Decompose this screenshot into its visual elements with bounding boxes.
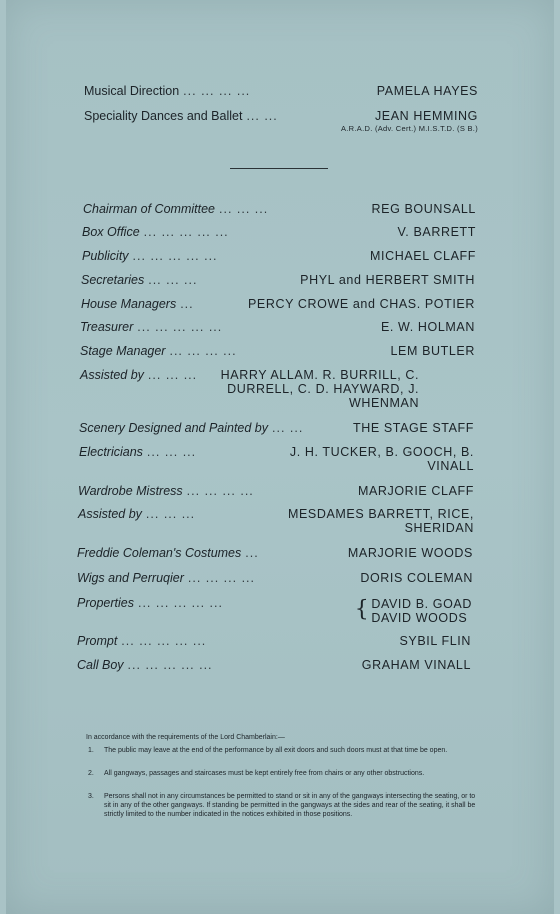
staff-row [77, 634, 471, 649]
staff-value: DAVID B. GOAD [371, 597, 472, 611]
staff-value: MARJORIE WOODS [347, 546, 473, 560]
leader-dots: ... ... ... ... ... [137, 596, 223, 610]
staff-label: Wigs and Perruqier [77, 571, 184, 585]
staff-row [77, 596, 472, 625]
staff-label: Secretaries [81, 273, 145, 287]
staff-row [83, 202, 476, 217]
staff-row [80, 368, 475, 410]
notice-item [88, 792, 476, 819]
staff-row [80, 320, 475, 335]
staff-row [78, 484, 474, 499]
leader-dots: ... ... ... ... ... [121, 634, 207, 648]
staff-value: HARRY ALLAM. R. BURRILL, C. DURRELL, C. D. HAYWARD, J. WHENMAN [220, 368, 420, 410]
leader-dots: ... ... ... ... ... [143, 225, 229, 239]
credit-speciality-dances [84, 109, 478, 124]
notice-number: 2. [88, 770, 94, 777]
staff-value: SYBIL FLIN [399, 634, 471, 648]
credit-label: Musical Direction [84, 84, 180, 98]
staff-value: MARJORIE CLAFF [357, 484, 474, 498]
staff-row [79, 445, 474, 473]
leader-dots: ... ... [246, 109, 278, 123]
staff-value: GRAHAM VINALL [361, 658, 471, 672]
staff-row [80, 344, 475, 359]
staff-value: E. W. HOLMAN [380, 320, 475, 334]
leader-dots: ... ... ... ... ... [137, 320, 223, 334]
staff-value: J. H. TUCKER, B. GOOCH, B. VINALL [289, 445, 474, 473]
staff-label: Freddie Coleman's Costumes [77, 546, 242, 560]
dancer-qualification: A.R.A.D. (Adv. Cert.) M.I.S.T.D. (S B.) [341, 124, 478, 133]
notice-number: 1. [88, 747, 94, 754]
notice-text: Persons shall not in any circumstances be permitted to stand or sit in any of the gangways intersecting the seating, or to sit in any of the other gangways. If standing be permitted in the gangways at the sides and rear of the seating, it shall be strictly limited to the number indicated in the notices exhibited in those positions. [104, 793, 476, 818]
notice-item [88, 746, 476, 755]
leader-dots: ... [245, 546, 259, 560]
staff-value: PHYL and HERBERT SMITH [300, 273, 475, 287]
leader-dots: ... ... ... [148, 273, 198, 287]
staff-label: Call Boy [77, 658, 124, 672]
leader-dots: ... ... ... [147, 368, 198, 382]
staff-row [82, 249, 476, 264]
staff-row [77, 571, 473, 586]
staff-label: Assisted by [78, 507, 142, 521]
staff-label: Scenery Designed and Painted by [79, 421, 269, 435]
leader-dots: ... ... [272, 421, 304, 435]
staff-value: MICHAEL CLAFF [370, 249, 476, 263]
leader-dots: ... [180, 297, 194, 311]
staff-value-group [355, 596, 472, 625]
staff-value: PERCY CROWE and CHAS. POTIER [247, 297, 475, 311]
staff-row [78, 507, 474, 535]
staff-label: Treasurer [80, 320, 134, 334]
staff-label: Assisted by [80, 368, 144, 382]
staff-label: Box Office [82, 225, 140, 239]
staff-label: Publicity [82, 249, 129, 263]
credit-label: Speciality Dances and Ballet [84, 109, 243, 123]
staff-value: V. BARRETT [397, 225, 476, 239]
leader-dots: ... ... ... [145, 507, 196, 521]
leader-dots: ... ... ... ... [183, 84, 251, 98]
staff-value: DORIS COLEMAN [360, 571, 473, 585]
staff-label: Electricians [79, 445, 143, 459]
notice-intro [86, 733, 478, 742]
staff-value: REG BOUNSALL [371, 202, 476, 216]
notice-text: All gangways, passages and staircases must be kept entirely free from chairs or any other obstructions. [104, 770, 425, 777]
brace-glyph: { [354, 597, 370, 622]
credit-value: PAMELA HAYES [376, 84, 478, 98]
staff-row [77, 658, 471, 673]
leader-dots: ... ... ... ... [169, 344, 237, 358]
staff-row [81, 297, 475, 312]
staff-value: LEM BUTLER [390, 344, 475, 358]
staff-label: Properties [77, 596, 134, 610]
staff-value: THE STAGE STAFF [352, 421, 474, 435]
leader-dots: ... ... ... ... ... [127, 658, 213, 672]
staff-value: DAVID WOODS [371, 611, 468, 625]
leader-dots: ... ... ... ... [187, 571, 255, 585]
notice-number: 3. [88, 793, 94, 800]
staff-row [82, 225, 476, 240]
leader-dots: ... ... ... [146, 445, 197, 459]
staff-row [77, 546, 473, 561]
credit-value: JEAN HEMMING [374, 109, 478, 123]
leader-dots: ... ... ... [219, 202, 269, 216]
staff-label: Wardrobe Mistress [78, 484, 183, 498]
notice-item [88, 769, 476, 778]
staff-label: Stage Manager [80, 344, 166, 358]
leader-dots: ... ... ... ... [186, 484, 254, 498]
staff-row [81, 273, 475, 288]
notice-text: The public may leave at the end of the performance by all exit doors and such doors must at that time be open. [104, 747, 448, 754]
divider-rule [230, 168, 328, 169]
staff-value: MESDAMES BARRETT, RICE, SHERIDAN [287, 507, 474, 535]
staff-label: House Managers [81, 297, 177, 311]
leader-dots: ... ... ... ... ... [132, 249, 218, 263]
notice-intro-text: In accordance with the requirements of the Lord Chamberlain:— [86, 734, 285, 741]
staff-row [79, 421, 474, 436]
credit-musical-direction [84, 84, 478, 99]
staff-label: Chairman of Committee [83, 202, 215, 216]
staff-label: Prompt [77, 634, 118, 648]
